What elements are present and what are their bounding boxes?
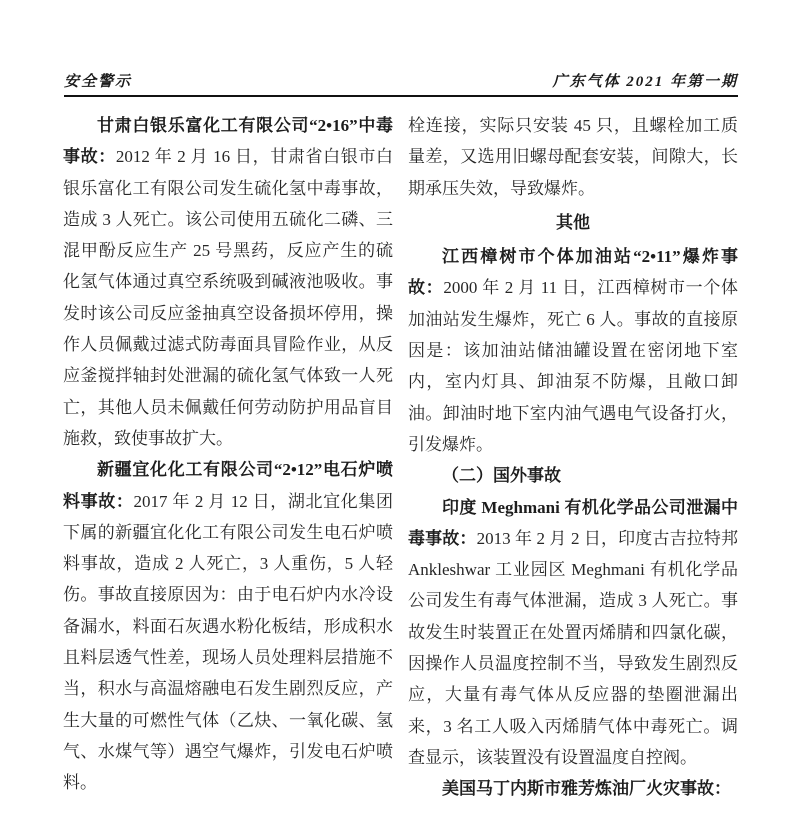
header-issue-title: 广东气体 2021 年第一期 bbox=[552, 74, 738, 90]
subheading-foreign-accidents: （二）国外事故 bbox=[442, 466, 561, 486]
paragraph-martinez-title: 美国马丁内斯市雅芳炼油厂火灾事故： bbox=[442, 779, 731, 799]
left-column bbox=[63, 110, 393, 805]
paragraph-jiangxi-body: 2000 年 2 月 11 日，江西樟树市一个体加油站发生爆炸，死亡 6 人。事故的直接原因是：该加油站储油罐设置在密闭地下室内，室内灯具、卸油泵不防爆，且敞口卸油。卸油时地下室内油气遇电气设备打火，引发爆炸。 bbox=[408, 278, 739, 454]
header-section-title: 安全警示 bbox=[64, 74, 133, 90]
paragraph-martinez-incident bbox=[408, 773, 738, 804]
paragraph-xinjiang-title: 新疆宜化化工有限公司“2•12”电石炉喷料事故： bbox=[63, 460, 393, 511]
paragraph-meghmani-body: 2013 年 2 月 2 日，印度古吉拉特邦 Ankleshwar 工业园区 Meghmani 有机化学品公司发生有毒气体泄漏，造成 3 人死亡。事故发生时装置正在处置丙烯腈和四氯化碳，因操作人员温度控制不当，导致发生剧烈反应，大量有毒气体从反应器的垫圈泄漏出来，3 名工人吸入丙烯腈气体中毒死亡。调查显示，该装置没有设置温度自控阀。 bbox=[408, 528, 739, 767]
header-divider bbox=[64, 95, 738, 97]
paragraph-gansu-incident bbox=[63, 110, 393, 454]
heading-other: 其他 bbox=[556, 212, 590, 232]
page-body bbox=[63, 110, 738, 805]
paragraph-xinjiang-incident bbox=[63, 454, 393, 798]
paragraph-xinjiang-body: 2017 年 2 月 12 日，湖北宜化集团下属的新疆宜化化工有限公司发生电石炉喷料事故，造成 2 人死亡，3 人重伤，5 人轻伤。事故直接原因为：由于电石炉内水冷设备漏水，料面石灰遇水粉化板结，形成积水且料层透气性差，现场人员处理料层措施不当，积水与高温熔融电石发生剧烈反应，产生大量的可燃性气体（乙炔、一氧化碳、氢气、水煤气等）遇空气爆炸，引发电石炉喷料。 bbox=[63, 491, 393, 793]
right-column bbox=[408, 110, 738, 805]
paragraph-continuation: 栓连接，实际只安装 45 只，且螺栓加工质量差，又选用旧螺母配套安装，间隙大，长期承压失效，导致爆炸。 bbox=[408, 116, 738, 198]
paragraph-gansu-title: 甘肃白银乐富化工有限公司“2•16”中毒事故： bbox=[63, 116, 393, 167]
paragraph-gansu-body: 2012 年 2 月 16 日，甘肃省白银市白银乐富化工有限公司发生硫化氢中毒事故，造成 3 人死亡。该公司使用五硫化二磷、三混甲酚反应生产 25 号黑药，反应产生的硫化氢气体通过真空系统吸到碱液池吸收。事发时该公司反应釜抽真空设备损坏停用，操作人员佩戴过滤式防毒面具冒险作业，从反应釜搅拌轴封处泄漏的硫化氢气体致一人死亡，其他人员未佩戴任何劳动防护用品盲目施救，致使事故扩大。 bbox=[63, 147, 393, 448]
paragraph-meghmani-title: 印度 Meghmani 有机化学品公司泄漏中毒事故： bbox=[408, 497, 738, 548]
paragraph-jiangxi-incident bbox=[408, 241, 738, 460]
paragraph-meghmani-incident bbox=[408, 492, 738, 774]
paragraph-jiangxi-title: 江西樟树市个体加油站“2•11”爆炸事故： bbox=[408, 247, 738, 298]
running-header bbox=[64, 70, 738, 91]
